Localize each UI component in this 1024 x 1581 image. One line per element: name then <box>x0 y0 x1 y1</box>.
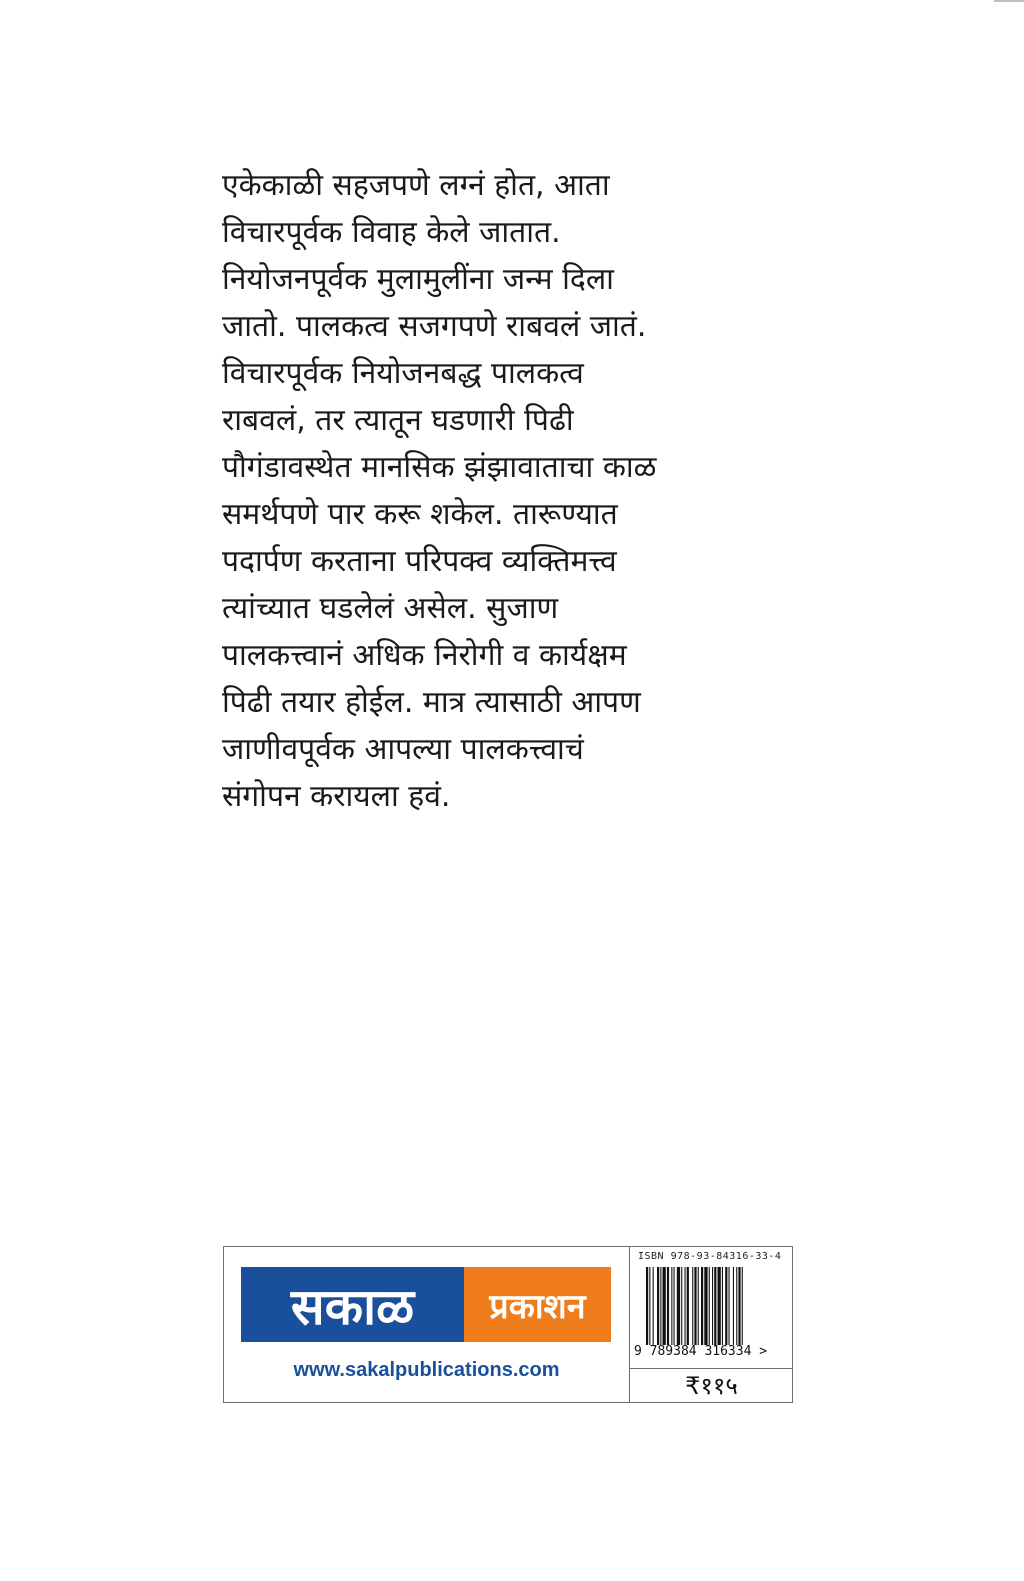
panel-divider <box>630 1368 793 1369</box>
blurb-line: एकेकाळी सहजपणे लग्नं होत, आता <box>222 168 610 203</box>
barcode-digits: 9 789384 316334 > <box>634 1344 768 1359</box>
barcode-icon <box>646 1267 776 1345</box>
logo-main-text: सकाळ <box>241 1267 464 1342</box>
blurb-line: त्यांच्यात घडलेलं असेल. सुजाण <box>222 591 559 626</box>
publisher-website[interactable]: www.sakalpublications.com <box>293 1359 560 1381</box>
publisher-panel <box>223 1246 793 1403</box>
blurb-line: नियोजनपूर्वक मुलामुलींना जन्म दिला <box>222 262 614 297</box>
blurb-line: समर्थपणे पार करू शकेल. तारूण्यात <box>222 497 618 532</box>
blurb-line: जातो. पालकत्व सजगपणे राबवलं जातं. <box>222 309 647 344</box>
corner-crop-mark <box>994 0 1024 2</box>
blurb-line: पदार्पण करताना परिपक्व व्यक्तिमत्त्व <box>222 544 617 579</box>
price-label: ₹११५ <box>685 1372 738 1400</box>
publisher-logo <box>241 1267 611 1342</box>
blurb-line: पौगंडावस्थेत मानसिक झंझावाताचा काळ <box>222 450 657 485</box>
blurb-line: संगोपन करायला हवं. <box>222 779 451 814</box>
blurb-line: विचारपूर्वक नियोजनबद्ध पालकत्व <box>222 356 584 391</box>
blurb-line: विचारपूर्वक विवाह केले जातात. <box>222 215 561 250</box>
blurb-line: जाणीवपूर्वक आपल्या पालकत्त्वाचं <box>222 732 584 767</box>
blurb-line: पालकत्त्वानं अधिक निरोगी व कार्यक्षम <box>222 638 627 673</box>
logo-sub-text: प्रकाशन <box>464 1267 611 1342</box>
publisher-logo-area <box>224 1247 629 1402</box>
back-cover-blurb <box>222 162 692 820</box>
barcode-area <box>630 1247 792 1367</box>
blurb-line: राबवलं, तर त्यातून घडणारी पिढी <box>222 403 574 438</box>
blurb-line: पिढी तयार होईल. मात्र त्यासाठी आपण <box>222 685 641 720</box>
isbn-label: ISBN 978-93-84316-33-4 <box>638 1251 782 1262</box>
